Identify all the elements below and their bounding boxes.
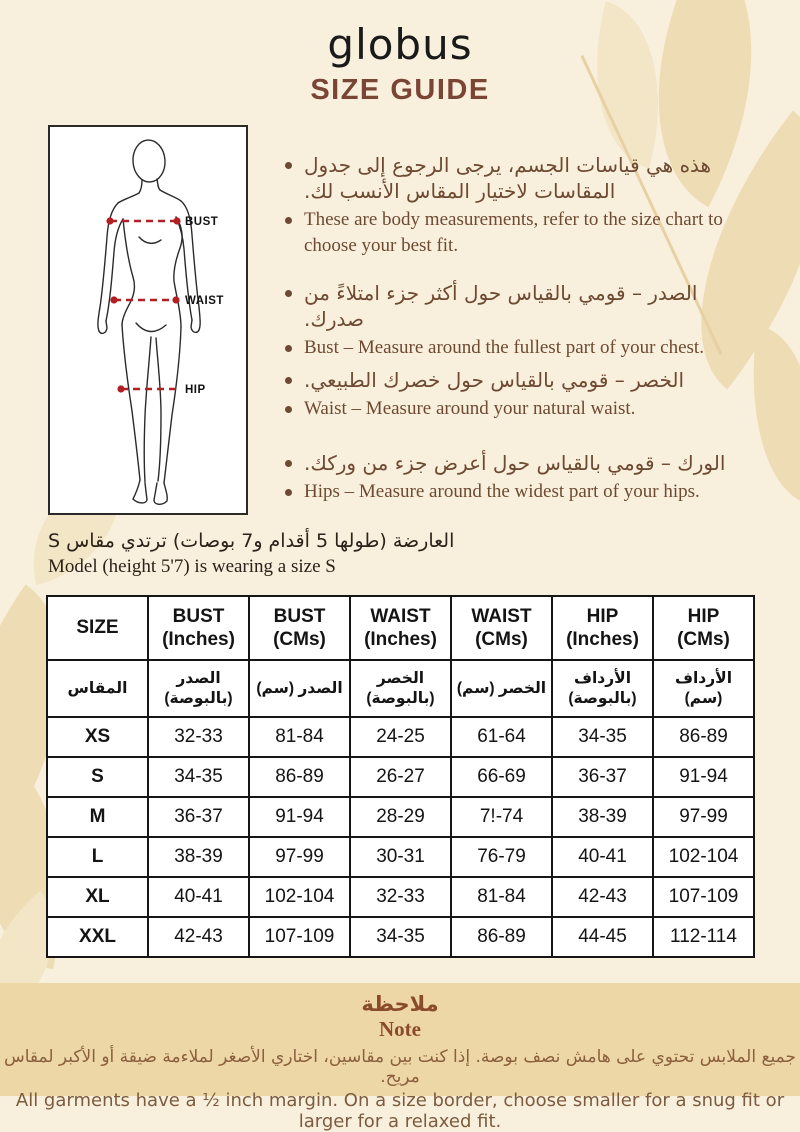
table-cell: 32-33	[350, 877, 451, 917]
table-cell: 44-45	[552, 917, 653, 957]
table-cell: 36-37	[148, 797, 249, 837]
intro-text-arabic: هذه هي قياسات الجسم، يرجى الرجوع إلى جدول المقاسات لاختيار المقاس الأنسب لك.	[304, 153, 712, 203]
col-header-bust-cms-ar: الصدر (سم)	[249, 660, 350, 717]
figure-bust-label: BUST	[185, 216, 219, 228]
table-cell: 61-64	[451, 717, 552, 757]
waist-text-english: Waist – Measure around your natural waist.	[304, 398, 636, 419]
list-item	[285, 450, 761, 476]
bust-text-english: Bust – Measure around the fullest part of your chest.	[304, 337, 704, 358]
col-header-hip-cms: HIP (CMs)	[653, 596, 754, 660]
table-cell: 40-41	[148, 877, 249, 917]
header-row-arabic	[47, 660, 754, 717]
waist-text-arabic: الخصر – قومي بالقياس حول خصرك الطبيعي.	[304, 368, 685, 392]
model-size-note	[48, 529, 468, 579]
bullet-icon	[285, 217, 292, 224]
page-title: SIZE GUIDE	[310, 74, 490, 106]
table-cell: 97-99	[653, 797, 754, 837]
body-measurement-figure	[48, 125, 248, 515]
col-header-waist-cms-ar: الخصر (سم)	[451, 660, 552, 717]
col-header-waist-inches: WAIST (Inches)	[350, 596, 451, 660]
bullet-icon	[285, 406, 292, 413]
list-item	[285, 152, 761, 204]
table-cell: 107-109	[249, 917, 350, 957]
bullet-group-bust	[285, 280, 761, 361]
table-cell: 34-35	[148, 757, 249, 797]
size-label-cell: S	[47, 757, 148, 797]
table-cell: 81-84	[249, 717, 350, 757]
figure-hip-label: HIP	[185, 384, 206, 396]
col-header-waist-cms: WAIST (CMs)	[451, 596, 552, 660]
brand-logo: globus	[327, 20, 473, 69]
col-header-size: SIZE	[47, 596, 148, 660]
col-header-bust-inches: BUST (Inches)	[148, 596, 249, 660]
size-row-xl	[47, 877, 754, 917]
table-cell: 102-104	[653, 837, 754, 877]
list-item	[285, 396, 761, 422]
col-header-waist-inches-ar: الخصر (بالبوصة)	[350, 660, 451, 717]
table-cell: 66-69	[451, 757, 552, 797]
table-cell: 42-43	[552, 877, 653, 917]
table-cell: 91-94	[653, 757, 754, 797]
size-label-cell: XXL	[47, 917, 148, 957]
table-cell: 86-89	[653, 717, 754, 757]
model-note-arabic: العارضة (طولها 5 أقدام و7 بوصات) ترتدي مقاس S	[48, 530, 455, 552]
list-item	[285, 479, 761, 505]
col-header-hip-cms-ar: الأرداف (سم)	[653, 660, 754, 717]
table-cell: 86-89	[249, 757, 350, 797]
note-body-arabic: جميع الملابس تحتوي على هامش نصف بوصة. إذا كنت بين مقاسين، اختاري الأصغر لملاءمة ضيقة أو الأكبر لمقاس مريح.	[3, 1047, 797, 1087]
bullet-icon	[285, 460, 292, 467]
figure-waist-label: WAIST	[185, 295, 224, 307]
table-cell: 102-104	[249, 877, 350, 917]
note-body-english: All garments have a ½ inch margin. On a size border, choose smaller for a snug fit or larger for a relaxed fit.	[15, 1090, 785, 1132]
table-cell: 36-37	[552, 757, 653, 797]
note-section	[0, 983, 800, 1132]
table-cell: 97-99	[249, 837, 350, 877]
table-cell: 86-89	[451, 917, 552, 957]
table-cell: 38-39	[552, 797, 653, 837]
hips-text-arabic: الورك – قومي بالقياس حول أعرض جزء من وركك.	[304, 451, 726, 475]
bullet-group-hips	[285, 450, 761, 505]
size-row-xs	[47, 717, 754, 757]
size-row-l	[47, 837, 754, 877]
table-cell: 42-43	[148, 917, 249, 957]
bullet-group-waist	[285, 367, 761, 422]
table-cell: 38-39	[148, 837, 249, 877]
table-cell: 28-29	[350, 797, 451, 837]
size-row-m	[47, 797, 754, 837]
table-cell: 91-94	[249, 797, 350, 837]
col-header-bust-inches-ar: الصدر (بالبوصة)	[148, 660, 249, 717]
intro-text-english: These are body measurements, refer to the size chart to choose your best fit.	[304, 209, 723, 256]
list-item	[285, 335, 761, 361]
col-header-hip-inches-ar: الأرداف (بالبوصة)	[552, 660, 653, 717]
table-cell: 34-35	[350, 917, 451, 957]
list-item	[285, 280, 761, 332]
table-cell: 30-31	[350, 837, 451, 877]
table-cell: 112-114	[653, 917, 754, 957]
col-header-hip-inches: HIP (Inches)	[552, 596, 653, 660]
col-header-size-ar: المقاس	[47, 660, 148, 717]
bullet-icon	[285, 290, 292, 297]
col-header-bust-cms: BUST (CMs)	[249, 596, 350, 660]
bullet-group-intro	[285, 152, 761, 259]
bullet-icon	[285, 345, 292, 352]
table-cell: 81-84	[451, 877, 552, 917]
size-row-s	[47, 757, 754, 797]
mannequin-illustration	[50, 127, 246, 513]
table-cell: 24-25	[350, 717, 451, 757]
table-cell: 76-79	[451, 837, 552, 877]
list-item	[285, 367, 761, 393]
bullet-icon	[285, 489, 292, 496]
table-cell: 26-27	[350, 757, 451, 797]
size-row-xxl	[47, 917, 754, 957]
table-cell: 34-35	[552, 717, 653, 757]
size-label-cell: L	[47, 837, 148, 877]
bust-text-arabic: الصدر – قومي بالقياس حول أكثر جزء امتلاءً من صدرك.	[304, 281, 698, 331]
bullet-icon	[285, 162, 292, 169]
note-heading-english: Note	[379, 1017, 421, 1041]
table-cell: 107-109	[653, 877, 754, 917]
table-cell: 32-33	[148, 717, 249, 757]
list-item	[285, 207, 761, 259]
header-row-english	[47, 596, 754, 660]
size-chart-table	[46, 595, 755, 958]
bullet-icon	[285, 377, 292, 384]
model-note-english: Model (height 5'7) is wearing a size S	[48, 556, 336, 577]
hips-text-english: Hips – Measure around the widest part of your hips.	[304, 481, 700, 502]
table-cell: 40-41	[552, 837, 653, 877]
note-heading-arabic: ملاحظة	[361, 992, 439, 1016]
size-label-cell: XS	[47, 717, 148, 757]
size-label-cell: XL	[47, 877, 148, 917]
size-label-cell: M	[47, 797, 148, 837]
table-cell: 7!-74	[451, 797, 552, 837]
